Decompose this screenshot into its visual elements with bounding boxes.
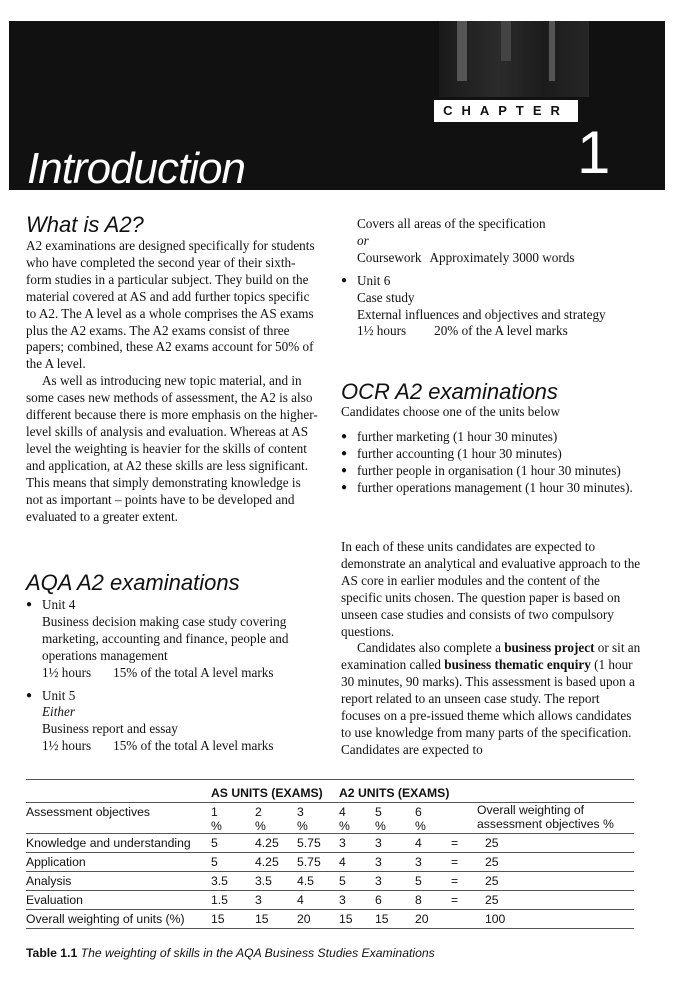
assessment-objectives-header: Assessment objectives xyxy=(26,803,211,834)
unit-5-either: Either xyxy=(42,704,75,720)
aqa-unit-list-continued xyxy=(341,216,641,340)
what-is-a2-paragraph-1: A2 examinations are designed specifically for students who have completed the second year of their sixth-form studies in a particular subject. They build on the material covered at AS and add further topics specific to A2. The A level as a whole comprises the AS exams plus the A2 exams. The A2 exams consist of three papers; combined, these A2 exams account for 50% of the A level. xyxy=(26,238,315,372)
row-label: Application xyxy=(26,853,211,872)
ocr-p2-text-c: or sit an examination called xyxy=(341,640,641,673)
unit-6-weight: 20% of the A level marks xyxy=(434,323,568,339)
equals-sign: = xyxy=(451,853,477,872)
cell-value: 5.75 xyxy=(297,853,339,872)
ocr-paragraph-2 xyxy=(341,640,641,758)
chapter-label: CHAPTER xyxy=(434,100,578,122)
aqa-unit-list xyxy=(26,597,318,755)
ocr-text xyxy=(341,539,641,759)
aqa-heading: AQA A2 examinations xyxy=(26,570,240,595)
cell-value: 3.5 xyxy=(211,872,255,891)
cell-value: 15 xyxy=(339,910,375,929)
unit-5-duration xyxy=(42,738,318,755)
banner-photo xyxy=(439,21,589,97)
table-caption-label: Table 1.1 xyxy=(26,946,78,960)
unit-4-time: 1½ hours xyxy=(42,664,92,680)
unit-5-continued xyxy=(341,216,641,267)
table-caption-text: The weighting of skills in the AQA Business Studies Examinations xyxy=(80,946,435,960)
cell-value: 15 xyxy=(211,910,255,929)
equals-sign xyxy=(451,910,477,929)
cell-value: 20 xyxy=(415,910,451,929)
unit-5-coursework: Coursework xyxy=(357,249,422,265)
ocr-item: ● further marketing (1 hour 30 minutes) xyxy=(341,429,641,446)
cell-value: 3.5 xyxy=(255,872,297,891)
unit-6-title: ● Unit 6 xyxy=(357,272,391,288)
cell-value: 3 xyxy=(375,853,415,872)
what-is-a2-text xyxy=(26,238,318,525)
unit-6-time: 1½ hours xyxy=(357,323,407,339)
unit-5-coursework-length: Approximately 3000 words xyxy=(429,249,575,265)
a2-units-header: A2 UNITS (EXAMS) xyxy=(339,780,477,803)
percent-label: % xyxy=(297,819,308,833)
percent-label: % xyxy=(375,819,386,833)
chapter-number: 1 xyxy=(577,119,611,186)
overall-weighting-value: 100 xyxy=(477,910,634,929)
cell-value: 4 xyxy=(415,834,451,853)
ocr-item: ● further people in organisation (1 hour 30 minutes) xyxy=(341,463,641,480)
what-is-a2-heading: What is A2? xyxy=(26,212,144,237)
ocr-intro: Candidates choose one of the units below xyxy=(341,404,561,419)
ocr-paragraph-1: In each of these units candidates are expected to demonstrate an analytical and evaluative approach to the AS core in earlier modules and the content of the specific units chosen. The question paper is based on unseen case studies and consists of two compulsory questions. xyxy=(341,539,641,639)
cell-value: 4.25 xyxy=(255,834,297,853)
cell-value: 3 xyxy=(415,853,451,872)
unit-4-weight: 15% of the total A level marks xyxy=(113,664,274,680)
business-project-term: business project xyxy=(504,640,595,656)
ocr-p2-text-d: (1 hour 30 minutes, 90 marks). This assessment is based upon a report related to an unseen case study. The report focuses on a pre-issued theme which allows candidates to use knowledge from many parts of the specification. Candidates are expected to xyxy=(341,657,635,757)
table-bottom-rule xyxy=(26,928,634,929)
aqa-unit-5 xyxy=(26,688,318,756)
cell-value: 5 xyxy=(415,872,451,891)
cell-value: 3 xyxy=(375,834,415,853)
unit-5-time: 1½ hours xyxy=(42,738,92,754)
table-row xyxy=(26,853,634,872)
percent-label: % xyxy=(255,819,266,833)
cell-value: 6 xyxy=(375,891,415,910)
cell-value: 5 xyxy=(211,853,255,872)
equals-sign: = xyxy=(451,872,477,891)
cell-value: 5.75 xyxy=(297,834,339,853)
cell-value: 4.25 xyxy=(255,853,297,872)
unit-4-description: Business decision making case study covering marketing, accounting and finance, people and operations management xyxy=(42,613,289,663)
cell-value: 3 xyxy=(339,834,375,853)
unit-number: 6 xyxy=(415,805,422,819)
unit-number: 2 xyxy=(255,805,262,819)
unit-6-description-1: Case study xyxy=(357,289,415,305)
unit-number: 3 xyxy=(297,805,304,819)
cell-value: 3 xyxy=(339,891,375,910)
chapter-banner xyxy=(9,21,665,190)
unit-4-title: ● Unit 4 xyxy=(42,597,76,612)
cell-value: 5 xyxy=(339,872,375,891)
unit-5-or: or xyxy=(357,232,369,248)
unit-6-duration xyxy=(357,323,641,340)
cell-value: 4 xyxy=(297,891,339,910)
ocr-unit-list xyxy=(341,429,641,497)
unit-5-weight: 15% of the total A level marks xyxy=(113,738,274,754)
cell-value: 15 xyxy=(375,910,415,929)
table-row xyxy=(26,872,634,891)
unit-number: 1 xyxy=(211,805,218,819)
as-units-header: AS UNITS (EXAMS) xyxy=(211,780,339,803)
unit-5-title: ● Unit 5 xyxy=(42,687,76,703)
overall-weighting-header: Overall weighting of assessment objectives % xyxy=(477,803,634,834)
business-thematic-enquiry-term: business thematic enquiry xyxy=(444,657,591,673)
row-label: Overall weighting of units (%) xyxy=(26,910,211,929)
cell-value: 3 xyxy=(255,891,297,910)
table-row xyxy=(26,891,634,910)
equals-sign: = xyxy=(451,891,477,910)
unit-number: 4 xyxy=(339,805,346,819)
overall-weighting-value: 25 xyxy=(477,834,634,853)
table-caption xyxy=(26,946,435,960)
row-label: Knowledge and understanding xyxy=(26,834,211,853)
unit-5-description: Business report and essay xyxy=(42,721,178,737)
table-body xyxy=(26,834,634,929)
unit-number: 5 xyxy=(375,805,382,819)
what-is-a2-paragraph-2: As well as introducing new topic material, and in some cases new methods of assessment, the A2 is also different because there is more emphasis on the higher-level skills of analysis and evaluation. Whereas at AS level the weighting is heavier for the skills of content and application, at A2 these skills are less significant. This means that simply demonstrating knowledge is not as important – points have to be developed and evaluated to a greater extent. xyxy=(26,373,318,524)
aqa-unit-6 xyxy=(341,273,641,341)
cell-value: 8 xyxy=(415,891,451,910)
ocr-heading: OCR A2 examinations xyxy=(341,379,558,404)
cell-value: 4 xyxy=(339,853,375,872)
unit-4-duration xyxy=(42,665,318,682)
cell-value: 1.5 xyxy=(211,891,255,910)
ocr-p2-text-a: Candidates also complete a xyxy=(357,640,505,656)
equals-sign: = xyxy=(451,834,477,853)
row-label: Analysis xyxy=(26,872,211,891)
unit-5-covers: Covers all areas of the specification xyxy=(357,216,546,231)
unit-6-description-2: External influences and objectives and strategy xyxy=(357,306,606,322)
cell-value: 5 xyxy=(211,834,255,853)
percent-label: % xyxy=(415,819,426,833)
unit-5-coursework-line xyxy=(357,250,641,267)
overall-weighting-value: 25 xyxy=(477,872,634,891)
overall-weighting-value: 25 xyxy=(477,891,634,910)
weighting-table xyxy=(26,779,634,929)
chapter-title: Introduction xyxy=(27,144,245,190)
cell-value: 15 xyxy=(255,910,297,929)
overall-weighting-value: 25 xyxy=(477,853,634,872)
percent-label: % xyxy=(211,819,222,833)
ocr-item: ● further accounting (1 hour 30 minutes) xyxy=(341,446,641,463)
table-row xyxy=(26,910,634,929)
percent-label: % xyxy=(339,819,350,833)
ocr-item: ● further operations management (1 hour 30 minutes). xyxy=(341,480,641,497)
cell-value: 3 xyxy=(375,872,415,891)
row-label: Evaluation xyxy=(26,891,211,910)
table-row xyxy=(26,834,634,853)
aqa-unit-4 xyxy=(26,597,318,682)
cell-value: 4.5 xyxy=(297,872,339,891)
cell-value: 20 xyxy=(297,910,339,929)
